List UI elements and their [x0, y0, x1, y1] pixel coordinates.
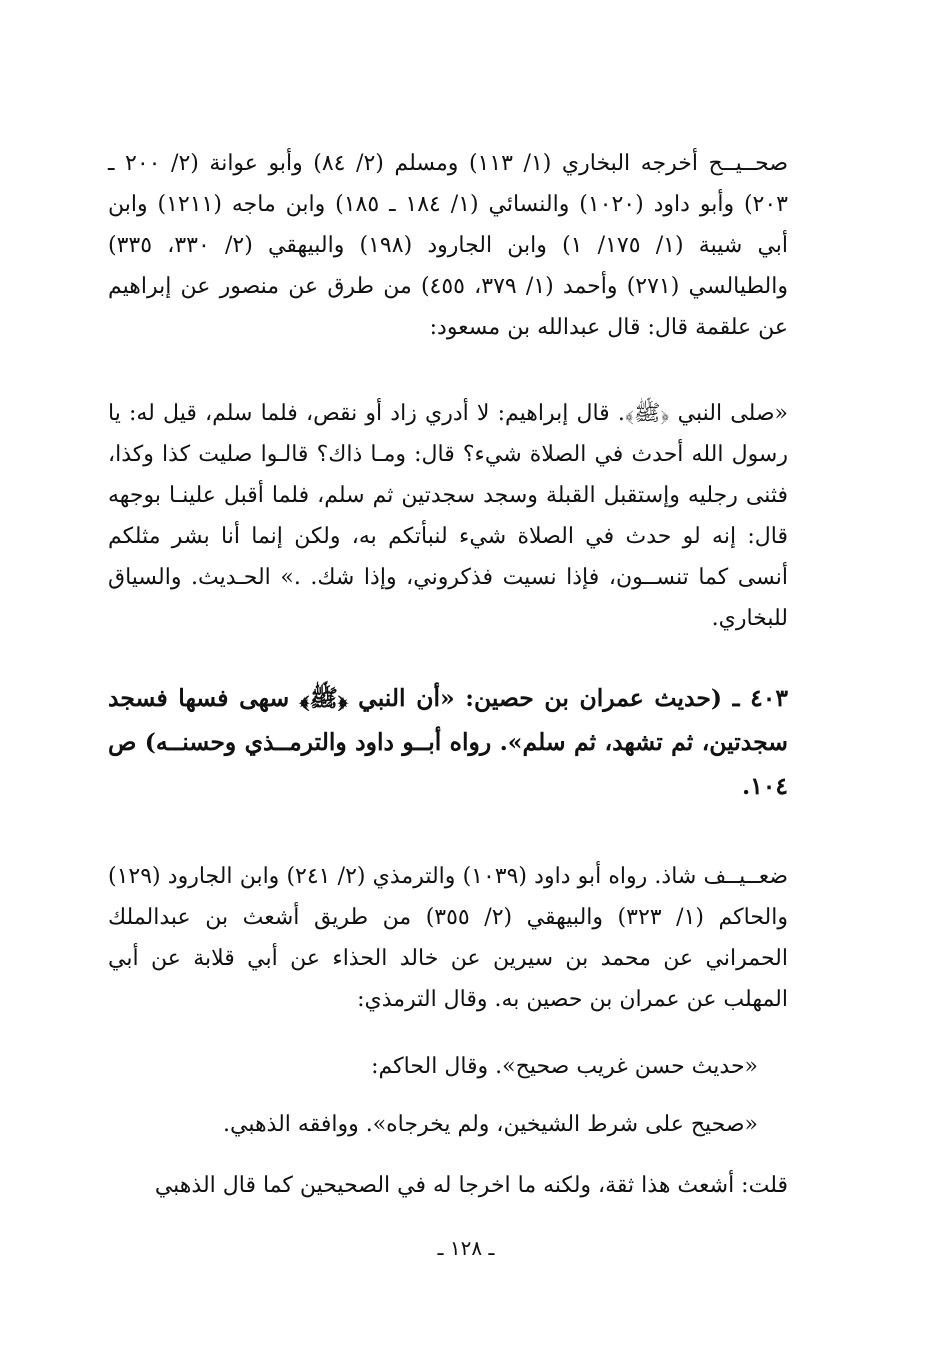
hadith-quote-text: «صلى النبي ﴿ﷺ﴾. قال إبراهيم: لا أدري زاد أو نقص، فلما سلم، قيل له: يا رسول الله أحدث في الصلاة شيء؟ قال: ومـا ذاك؟ قالـوا صليت كذا وكذا، فثنى رجليه وإستقبل القبلة وسجد سجدتين ثم سلم، فلما أقبل علينـا بوجهه قال: إنه لو حدث في الصلاة شيء لنبأتكم به، ولكن إنما أنا بشر مثلكم أنسى كما تنســون، فإذا نسيت فذكروني، وإذا شك. .» الحـديث. والسياق للبخاري.	[108, 401, 788, 631]
hakim-quote: «صحيح على شرط الشيخين، ولم يخرجاه». ووافقه الذهبي.	[222, 1112, 758, 1137]
hadith-quote-paragraph	[108, 393, 788, 639]
takhrij-2-text: ضعــيــف شاذ. رواه أبو داود (١٠٣٩) والترمذي (٢/ ٢٤١) وابن الجارود (١٢٩) والحاكم (١/ ٣٢٣) والبيهقي (٢/ ٣٥٥) من طريق أشعث بن عبدالملك الحمراني عن محمد بن سيرين عن خالد الحذاء عن أبي قلابة عن أبي المهلب عن عمران بن حصين به. وقال الترمذي:	[108, 864, 789, 1012]
takhrij-paragraph-1	[108, 143, 788, 348]
closing-text: قلت: أشعث هذا ثقة، ولكنه ما اخرجا له في الصحيحين كما قال الذهبي	[154, 1173, 788, 1198]
tirmidhi-quote: «حديث حسن غريب صحيح». وقال الحاكم:	[371, 1054, 758, 1079]
takhrij-text: صحــيــح أخرجه البخاري (١/ ١١٣) ومسلم (٢/ ٨٤) وأبو عوانة (٢/ ٢٠٠ ـ ٢٠٣) وأبو داود (١٠٢٠) والنسائي (١/ ١٨٤ ـ ١٨٥) وابن ماجه (١٢١١) وابن أبي شيبة (١/ ١٧٥/ ١) وابن الجارود (١٩٨) والبيهقي (٢/ ٣٣٠، ٣٣٥) والطيالسي (٢٧١) وأحمد (١/ ٣٧٩، ٤٥٥) من طرق عن منصور عن إبراهيم عن علقمة قال: قال عبدالله بن مسعود:	[108, 151, 789, 340]
hadith-403-text: ٤٠٣ ـ (حديث عمران بن حصين: «أن النبي ﴿ﷺ﴾ سهى فسها فسجد سجدتين، ثم تشهد، ثم سلم». رواه أبــو داود والترمــذي وحسنــه) ص ١٠٤.	[108, 684, 788, 800]
hadith-403-heading	[108, 676, 788, 808]
takhrij-paragraph-2	[108, 856, 788, 1020]
closing-paragraph	[108, 1165, 788, 1206]
page-number: ـ ١٢٨ ـ	[437, 1236, 495, 1260]
